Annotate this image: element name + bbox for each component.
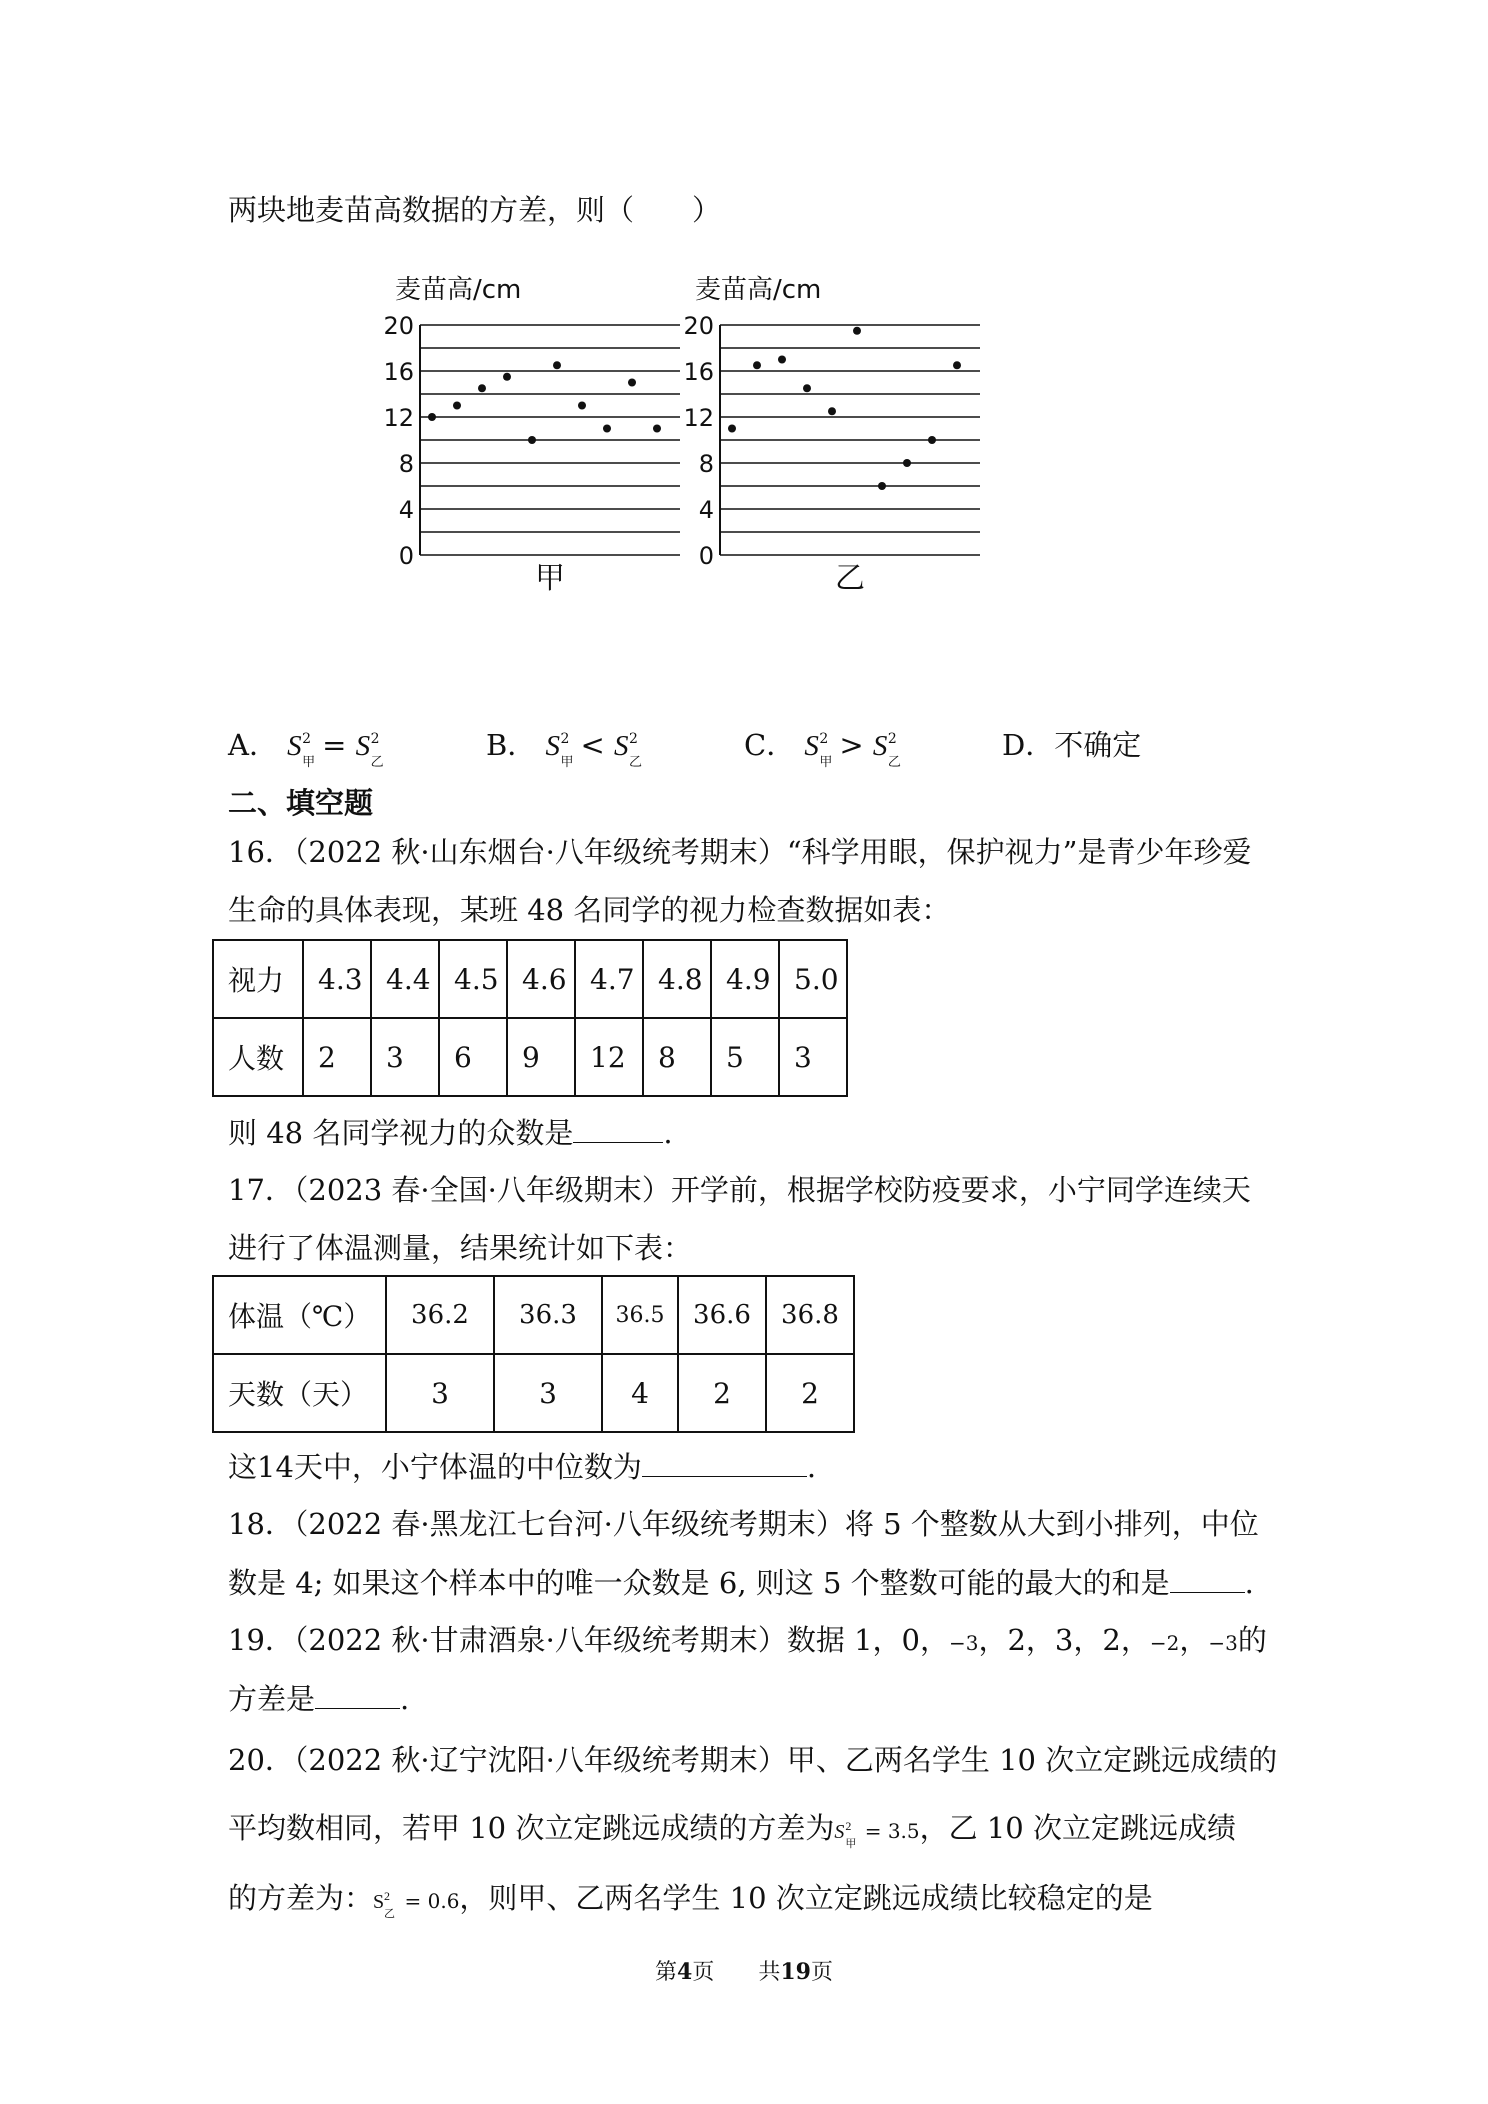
q16-line2: 生命的具体表现，某班 48 名同学的视力检查数据如表：	[228, 893, 951, 927]
data-point	[453, 402, 461, 410]
data-point	[903, 459, 911, 467]
q16-answer-line: 则 48 名同学视力的众数是 .	[228, 1112, 673, 1153]
q16-cell: 3	[779, 1018, 847, 1096]
q16-cell: 视力	[213, 940, 303, 1018]
q17-cell: 3	[494, 1354, 602, 1432]
q18-blank[interactable]	[1170, 1562, 1245, 1593]
q16-cell: 5	[711, 1018, 779, 1096]
q16-cell: 4.7	[575, 940, 643, 1018]
data-point	[428, 413, 436, 421]
q16-cell: 4.3	[303, 940, 371, 1018]
data-point	[628, 379, 636, 387]
option-c[interactable]: C． S 2 甲 > S 2 乙	[744, 728, 901, 770]
q16-cell: 5.0	[779, 940, 847, 1018]
q16-cell: 2	[303, 1018, 371, 1096]
q16-cell: 4.8	[643, 940, 711, 1018]
q17-line1: 17．（2023 春·全国·八年级期末）开学前，根据学校防疫要求，小宁同学连续天	[228, 1173, 1251, 1207]
data-point	[753, 361, 761, 369]
tick-label: 4	[398, 496, 414, 524]
q17-cell: 天数（天）	[213, 1354, 386, 1432]
q16-line1: 16．（2022 秋·山东烟台·八年级统考期末）“科学用眼，保护视力”是青少年珍爱	[228, 835, 1252, 869]
q17-cell: 36.6	[678, 1276, 766, 1354]
q18-line2: 数是 4; 如果这个样本中的唯一众数是 6, 则这 5 个整数可能的最大的和是 .	[228, 1562, 1254, 1603]
tick-label: 16	[683, 358, 714, 386]
scatter-charts	[383, 270, 1010, 600]
tick-label: 8	[398, 450, 414, 478]
data-point	[878, 482, 886, 490]
q16-blank[interactable]	[573, 1112, 663, 1143]
data-point	[603, 425, 611, 433]
option-d[interactable]: D．不确定	[1002, 728, 1142, 762]
chart-title: 甲	[535, 561, 565, 596]
data-point	[553, 361, 561, 369]
q16-cell: 4.4	[371, 940, 439, 1018]
data-point	[853, 327, 861, 335]
q18-line1: 18．（2022 春·黑龙江七台河·八年级统考期末）将 5 个整数从大到小排列，中位	[228, 1507, 1259, 1541]
tick-label: 20	[683, 312, 714, 340]
data-point	[828, 407, 836, 415]
tick-label: 20	[383, 312, 414, 340]
q16-cell: 4.5	[439, 940, 507, 1018]
tick-label: 8	[698, 450, 714, 478]
q17-cell: 2	[766, 1354, 854, 1432]
y-axis-label: 麦苗高/cm	[395, 275, 522, 305]
q17-cell: 体温（℃）	[213, 1276, 386, 1354]
q16-cell: 4.9	[711, 940, 779, 1018]
q16-cell: 人数	[213, 1018, 303, 1096]
q17-cell: 36.5	[602, 1276, 678, 1354]
q17-cell: 36.8	[766, 1276, 854, 1354]
data-point	[478, 384, 486, 392]
data-point	[578, 402, 586, 410]
option-a[interactable]: A． S 2 甲 = S 2 乙	[228, 728, 384, 770]
q17-table	[212, 1275, 855, 1433]
chart-title: 乙	[835, 561, 865, 596]
q19-blank[interactable]	[315, 1678, 400, 1709]
q17-cell: 36.3	[494, 1276, 602, 1354]
tick-label: 0	[398, 542, 414, 570]
data-point	[728, 425, 736, 433]
data-point	[803, 384, 811, 392]
q17-blank[interactable]	[642, 1446, 807, 1477]
q17-cell: 36.2	[386, 1276, 494, 1354]
tick-label: 12	[683, 404, 714, 432]
tick-label: 16	[383, 358, 414, 386]
q16-cell: 8	[643, 1018, 711, 1096]
chart-jia	[383, 275, 680, 596]
data-point	[528, 436, 536, 444]
option-b[interactable]: B． S 2 甲 < S 2 乙	[486, 728, 643, 770]
chart-yi	[683, 275, 980, 596]
q17-cell: 4	[602, 1354, 678, 1432]
data-point	[503, 373, 511, 381]
q20-line3: 的方差为：S 2 乙 = 0.6，则甲、乙两名学生 10 次立定跳远成绩比较稳定的是	[228, 1881, 1153, 1920]
q16-cell: 9	[507, 1018, 575, 1096]
q19-line2: 方差是 .	[228, 1678, 409, 1719]
page-footer: 第4页 共19页	[655, 1959, 833, 1985]
q17-answer-line: 这14天中，小宁体温的中位数为 .	[228, 1446, 816, 1487]
q17-line2: 进行了体温测量，结果统计如下表：	[228, 1231, 693, 1265]
question-lead: 两块地麦苗高数据的方差，则（ ）	[228, 193, 722, 227]
data-point	[778, 356, 786, 364]
q16-cell: 12	[575, 1018, 643, 1096]
q16-cell: 3	[371, 1018, 439, 1096]
tick-label: 0	[698, 542, 714, 570]
q20-line2: 平均数相同，若甲 10 次立定跳远成绩的方差为S 2 甲 = 3.5，乙 10 次立定跳远成绩	[228, 1811, 1236, 1850]
q16-cell: 6	[439, 1018, 507, 1096]
q19-line1: 19．（2022 秋·甘肃酒泉·八年级统考期末）数据 1，0，−3，2，3，2，−2，−3的	[228, 1623, 1267, 1657]
q17-cell: 3	[386, 1354, 494, 1432]
q20-line1: 20．（2022 秋·辽宁沈阳·八年级统考期末）甲、乙两名学生 10 次立定跳远成绩的	[228, 1743, 1278, 1777]
data-point	[653, 425, 661, 433]
section-title: 二、填空题	[228, 786, 374, 820]
q16-cell: 4.6	[507, 940, 575, 1018]
tick-label: 4	[698, 496, 714, 524]
q16-table	[212, 939, 848, 1097]
data-point	[953, 361, 961, 369]
y-axis-label: 麦苗高/cm	[695, 275, 822, 305]
data-point	[928, 436, 936, 444]
tick-label: 12	[383, 404, 414, 432]
q17-cell: 2	[678, 1354, 766, 1432]
